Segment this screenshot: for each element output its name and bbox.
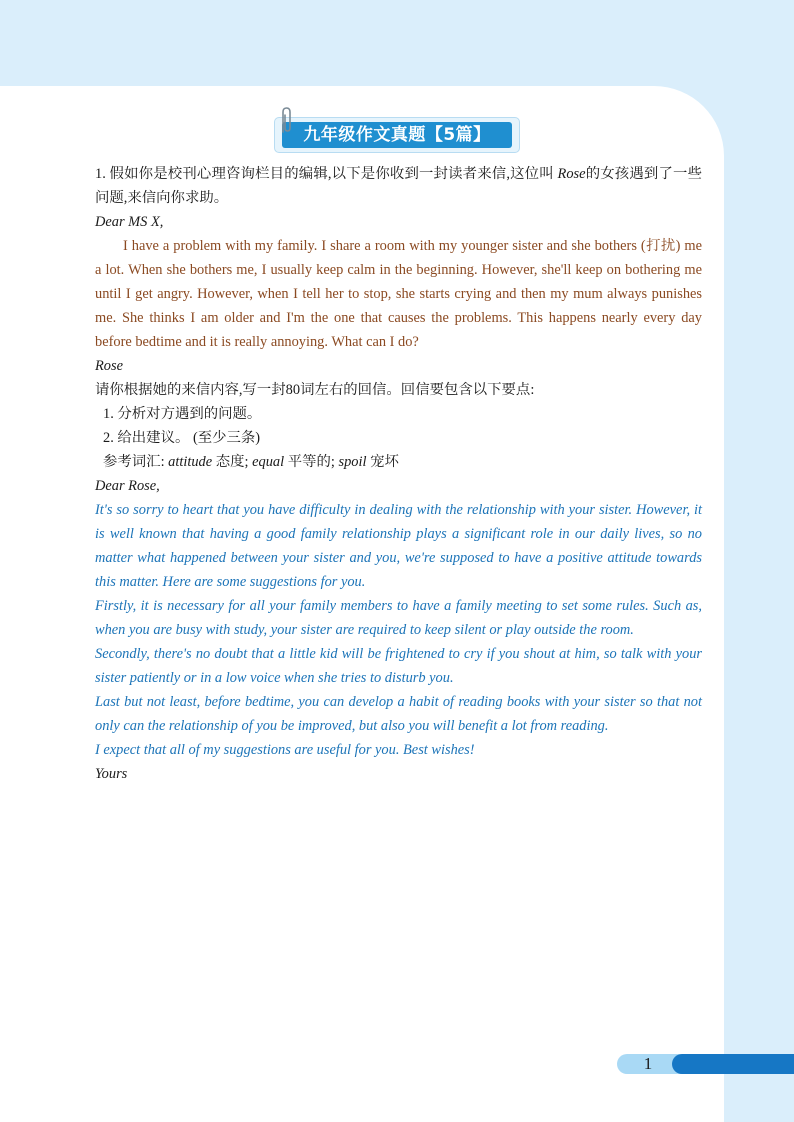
vocab-meaning: 宠坏 xyxy=(370,454,399,470)
answer-paragraph: It's so sorry to heart that you have difficulty in dealing with the relationship with your sister. However, it is well known that having a good family relationship plays a significant role in our daily lives, so no matter what happened between your sister and you, we're supposed to have a positive attitude towards this matter. Here are some suggestions for you. xyxy=(95,502,702,590)
page-number: 1 xyxy=(643,1054,653,1073)
vocab-word: equal xyxy=(252,454,285,470)
task-point: 2. 给出建议。 (至少三条) xyxy=(103,430,261,446)
letter-greeting: Dear MS X, xyxy=(95,214,164,230)
answer-paragraph: Firstly, it is necessary for all your family members to have a family meeting to set some rules. Such as, when you are busy with study, your sister are required to keep silent or play outside the room. xyxy=(95,598,702,638)
task-prompt-end: 的女孩遇到了一些问题,来信向你求助。 xyxy=(95,166,702,206)
vocab-word: spoil xyxy=(338,454,367,470)
vocab-line xyxy=(95,450,702,474)
answer-greeting: Dear Rose, xyxy=(95,478,160,494)
task-prompt xyxy=(95,162,702,210)
article-content xyxy=(95,162,702,786)
task-prompt-name: Rose xyxy=(557,166,586,182)
vocab-meaning: 平等的; xyxy=(287,454,335,470)
task-instruction: 请你根据她的来信内容,写一封80词左右的回信。回信要包含以下要点: xyxy=(95,382,535,398)
vocab-meaning: 态度; xyxy=(215,454,249,470)
answer-closing: Yours xyxy=(95,766,128,782)
vocab-label: 参考词汇: xyxy=(103,454,165,470)
answer-paragraph: Secondly, there's no doubt that a little kid will be frightened to cry if you shout at him, so talk with your sister patiently or in a low voice when she tries to disturb you. xyxy=(95,646,702,686)
vocab-word: attitude xyxy=(168,454,213,470)
task-point: 1. 分析对方遇到的问题。 xyxy=(103,406,262,422)
section-title-badge xyxy=(274,117,520,153)
page-title: 九年级作文真题【5篇】 xyxy=(282,122,512,148)
answer-paragraph: I expect that all of my suggestions are useful for you. Best wishes! xyxy=(95,742,475,758)
answer-paragraph: Last but not least, before bedtime, you can develop a habit of reading books with your sister so that not only can the relationship of you be improved, but also you will benefit a lot from reading. xyxy=(95,694,702,734)
task-prompt-text: 1. 假如你是校刊心理咨询栏目的编辑,以下是你收到一封读者来信,这位叫 xyxy=(95,166,554,182)
paperclip-icon xyxy=(279,106,293,136)
letter-body: I have a problem with my family. I share a room with my younger sister and she bothers (打扰) me a lot. When she bothers me, I usually keep calm in the beginning. However, she'll keep on bothering me until I get angry. However, when I tell her to stop, she starts crying and then my mum always punishes me. She thinks I am older and I'm the one that causes the problems. This happens nearly every day before bedtime and it is really annoying. What can I do? xyxy=(95,238,702,350)
footer-bar xyxy=(672,1054,794,1074)
letter-signature: Rose xyxy=(95,358,123,374)
